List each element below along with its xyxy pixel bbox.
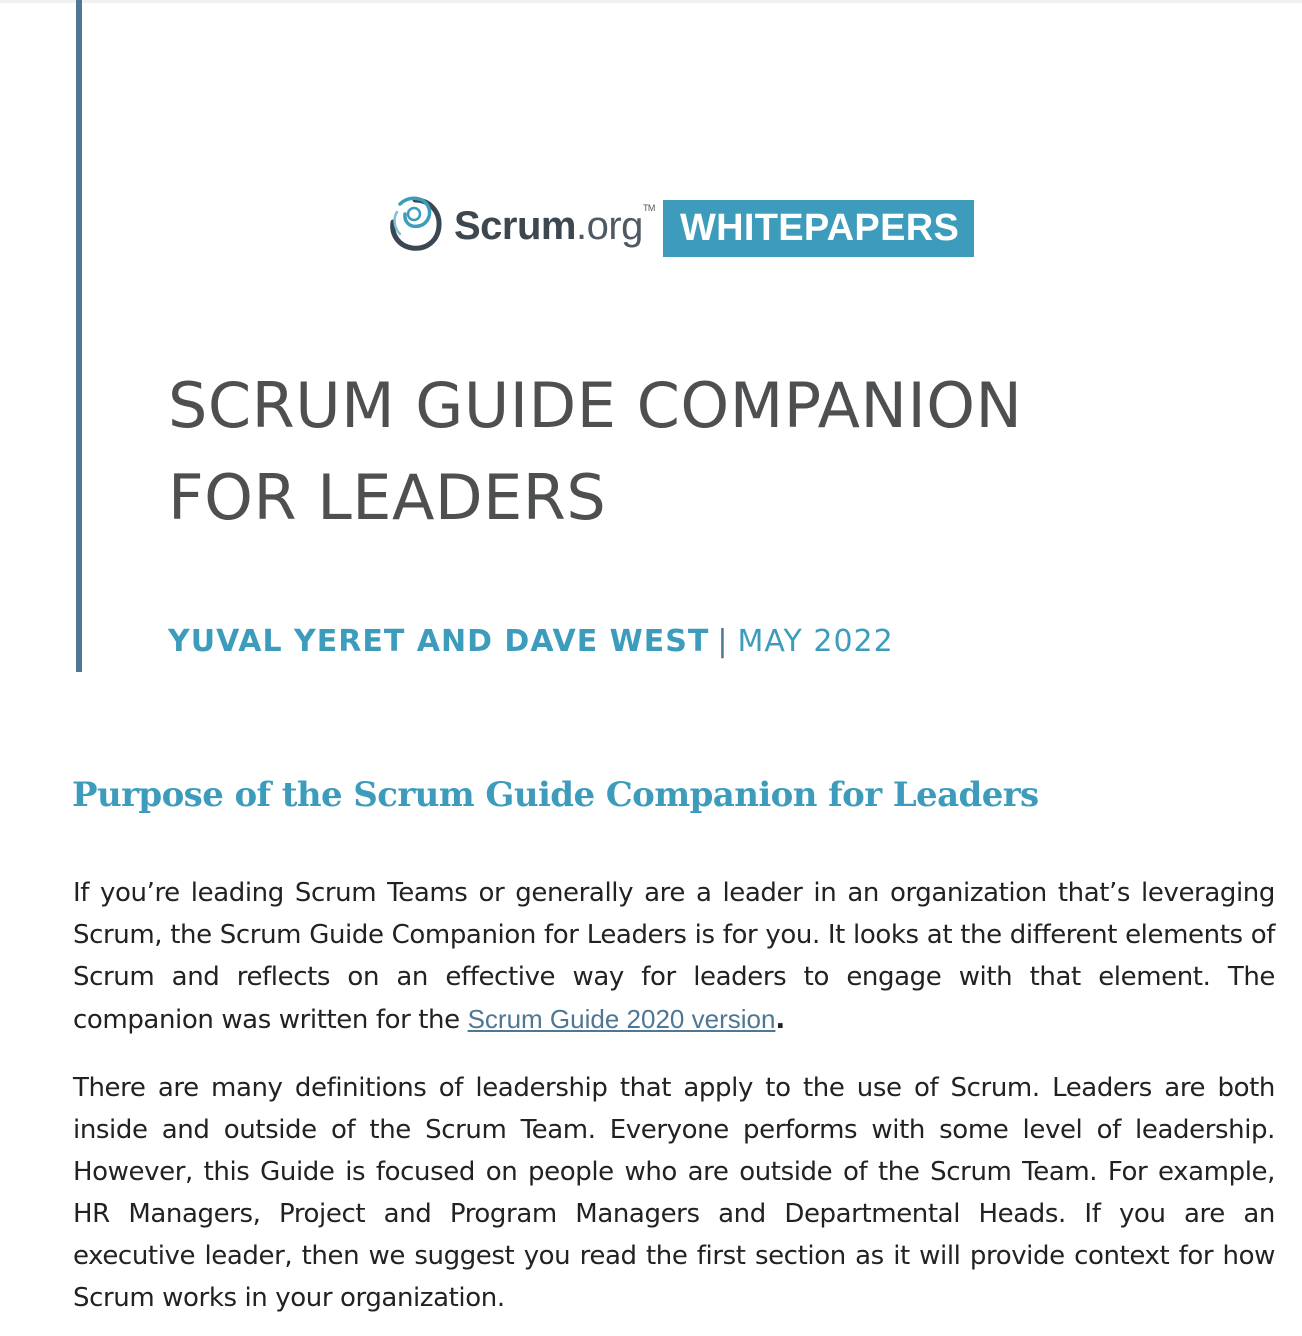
trademark-symbol: TM xyxy=(642,203,655,213)
scrum-org-logo xyxy=(384,190,974,258)
document-title xyxy=(168,360,1248,544)
whitepapers-badge: WHITEPAPERS xyxy=(663,200,974,257)
page-top-edge xyxy=(0,0,1302,3)
paragraph-purpose-text: If you’re leading Scrum Teams or generally are a leader in an organization that’s leveraging Scrum, the Scrum Guide Companion for Leaders is for you. It looks at the different elements of Scrum and reflects on an effective way for leaders to engage with that element. The companion was written for the xyxy=(73,878,1275,1035)
accent-bar xyxy=(76,0,82,672)
title-line-2: FOR LEADERS xyxy=(168,461,607,534)
paragraph-purpose-end: . xyxy=(775,1005,785,1035)
paragraph-leadership: There are many definitions of leadership that apply to the use of Scrum. Leaders are both inside and outside of the Scrum Team. Everyone performs with some level of leadership. However, this Guide is focused on people who are outside of the Scrum Team. For example, HR Managers, Project and Program Managers and Departmental Heads. If you are an executive leader, then we suggest you read the first section as it will provide context for how Scrum works in your organization. xyxy=(73,1073,1275,1313)
byline-separator: | xyxy=(717,624,728,659)
title-line-1: SCRUM GUIDE COMPANION xyxy=(168,369,1023,442)
byline-date: MAY 2022 xyxy=(737,624,894,659)
scrum-guide-2020-link[interactable]: Scrum Guide 2020 version xyxy=(467,1004,776,1034)
section-heading: Purpose of the Scrum Guide Companion for Leaders xyxy=(72,775,1039,815)
scrum-org-logo-icon xyxy=(384,192,446,256)
byline xyxy=(168,622,894,662)
paragraph-purpose xyxy=(73,872,1275,1041)
logo-wordmark: Scrum.org™ xyxy=(454,203,655,248)
byline-authors: YUVAL YERET AND DAVE WEST xyxy=(168,624,710,659)
